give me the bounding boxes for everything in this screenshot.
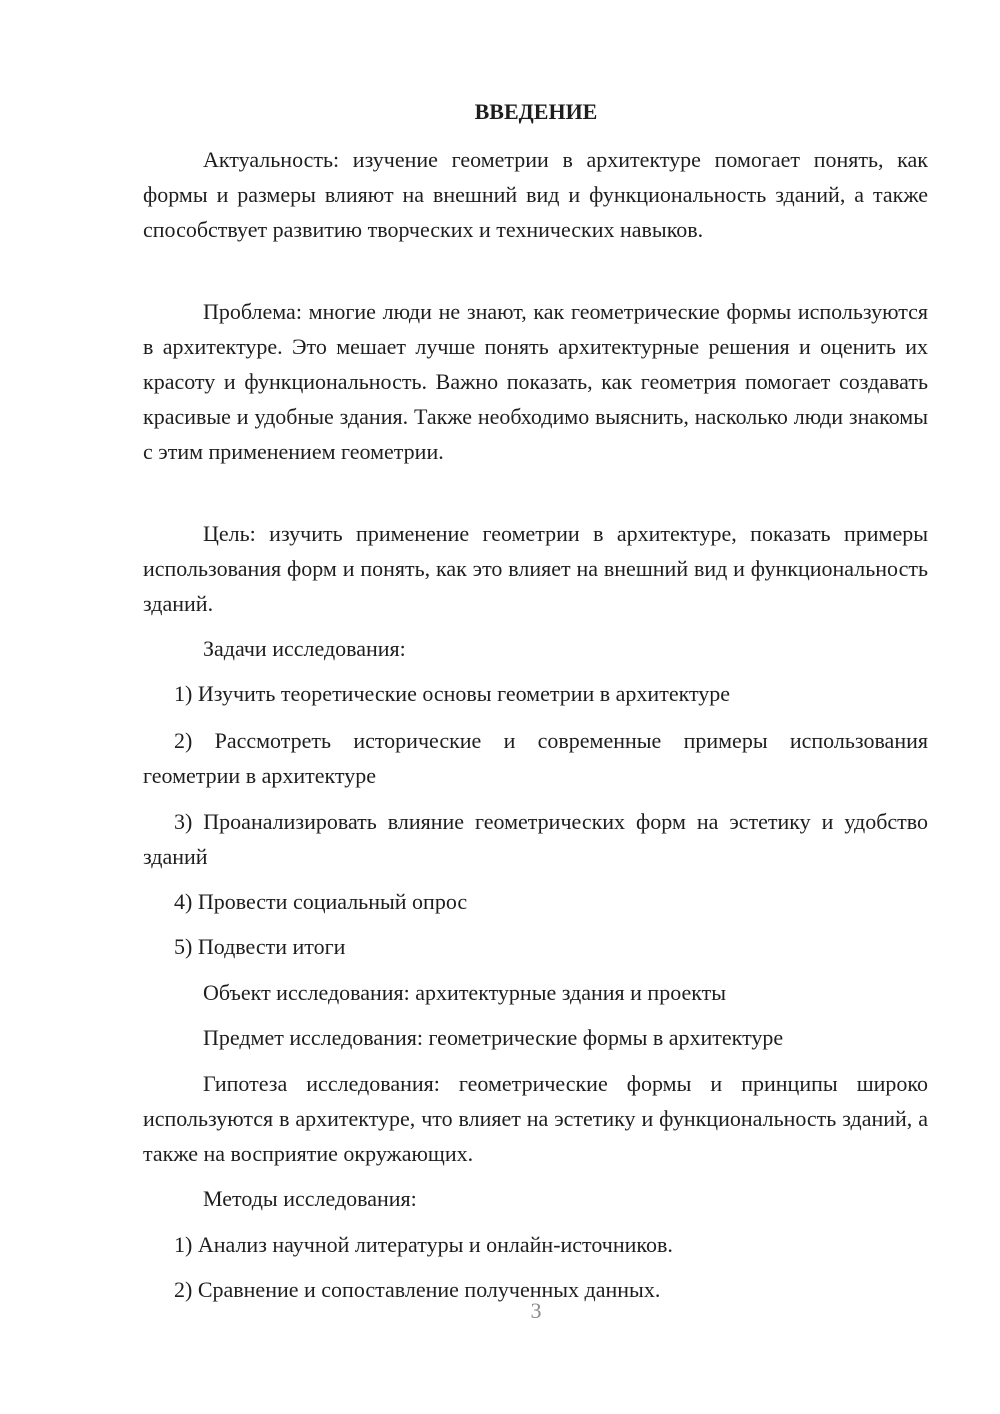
task-item-3: 3) Проанализировать влияние геометрических форм на эстетику и удобство зданий [143,809,928,869]
subject-paragraph: Предмет исследования: геометрические формы в архитектуре [203,1025,784,1050]
hypothesis-paragraph: Гипотеза исследования: геометрические формы и принципы широко используются в архитектуре, что влияет на эстетику и функциональность зданий, а также на восприятие окружающих. [143,1071,928,1166]
method-item-2: 2) Сравнение и сопоставление полученных данных. [174,1277,661,1302]
tasks-heading: Задачи исследования: [203,636,406,661]
page-number: 3 [530,1298,542,1323]
task-item-4: 4) Провести социальный опрос [174,889,468,914]
task-item-1: 1) Изучить теоретические основы геометрии в архитектуре [174,681,731,706]
task-item-2: 2) Рассмотреть исторические и современные примеры использования геометрии в архитектуре [143,728,928,788]
task-item-5: 5) Подвести итоги [174,934,346,959]
goal-paragraph: Цель: изучить применение геометрии в архитектуре, показать примеры использования форм и понять, как это влияет на внешний вид и функциональность зданий. [143,521,928,616]
page-title: ВВЕДЕНИЕ [474,99,598,124]
object-paragraph: Объект исследования: архитектурные здания и проекты [203,980,727,1005]
problem-paragraph: Проблема: многие люди не знают, как геометрические формы используются в архитектуре. Это мешает лучше понять архитектурные решения и оценить их красоту и функциональность. Важно показать, как геометрия помогает создавать красивые и удобные здания. Также необходимо выяснить, насколько люди знакомы с этим применением геометрии. [143,299,928,464]
methods-heading: Методы исследования: [203,1186,417,1211]
method-item-1: 1) Анализ научной литературы и онлайн-источников. [174,1232,673,1257]
relevance-paragraph: Актуальность: изучение геометрии в архитектуре помогает понять, как формы и размеры влияют на внешний вид и функциональность зданий, а также способствует развитию творческих и технических навыков. [143,147,928,242]
